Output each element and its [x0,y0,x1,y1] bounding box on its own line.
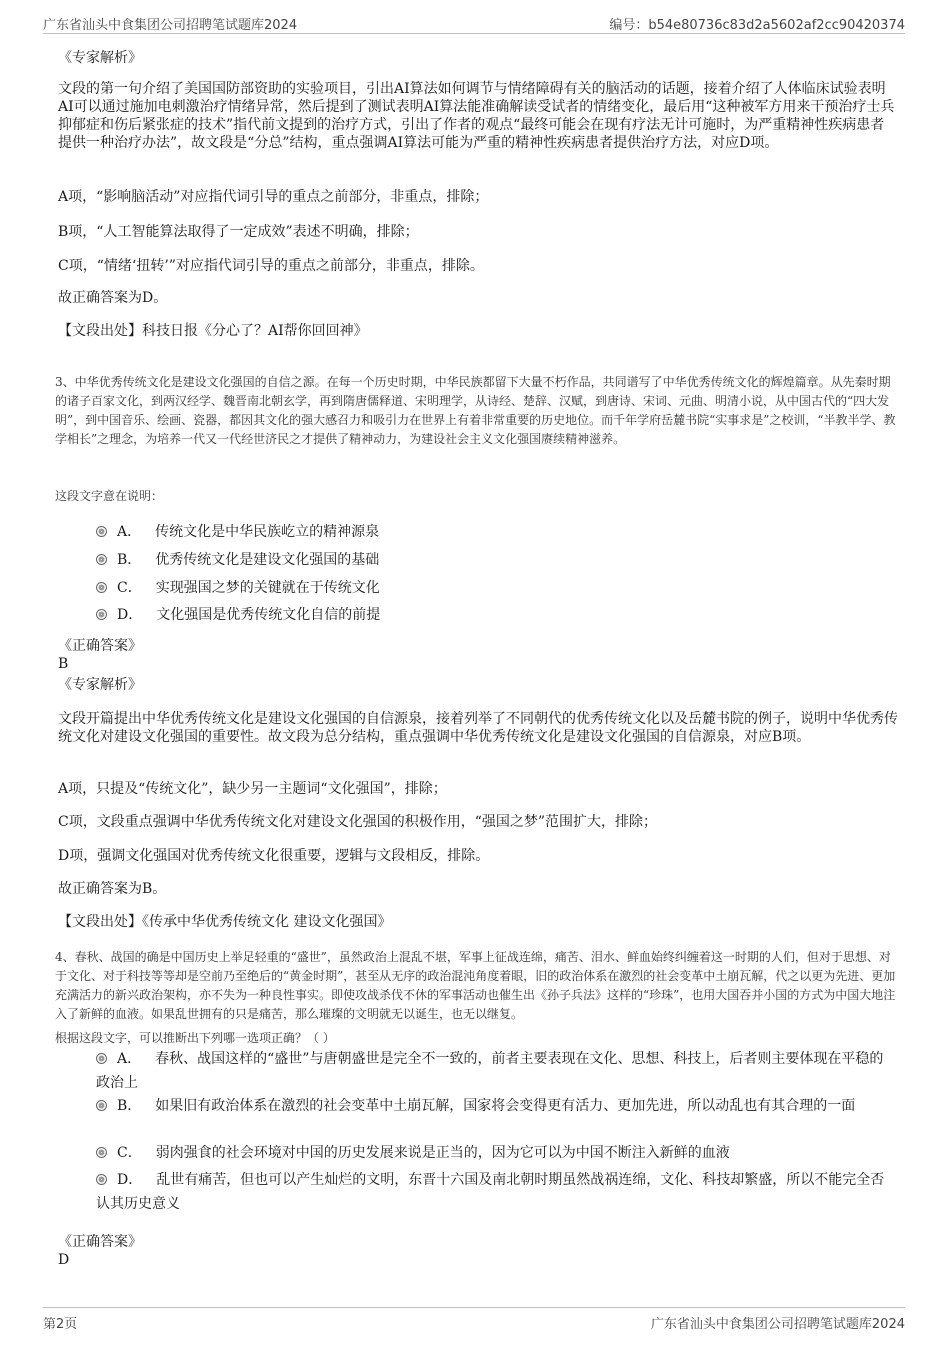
q2-option-b-analysis: B项，“人工智能算法取得了一定成效”表述不明确，排除； [58,224,419,240]
q3-prompt: 这段文字意在说明： [55,489,164,503]
radio-icon[interactable] [96,1147,107,1158]
q4-stem: 4、春秋、战国的确是中国历史上举足轻重的“盛世”，虽然政治上混乱不堪，军事上征战连绵，痛苦、泪水、鲜血始终纠缠着这一时期的人们，但对于思想、对于文化、对于科技等等却是空前乃至绝后的“黄金时期”，甚至从无序的政治混沌角度着眼，旧的政治体系在激烈的社会变革中土崩瓦解，代之以更为先进、更加充满活力的新兴政治架构，亦不失为一种良性事实。即使攻战杀伐不休的军事活动也催生出《孙子兵法》这样的“珍珠”，也用大国吞并小国的方式为中国大地注入了新鲜的血液。如果乱世拥有的只是痛苦，那么璀璨的文明就无以诞生，也无以继复。 [55,950,896,1021]
q3-source: 【文段出处】《传承中华优秀传统文化 建设文化强国》 [58,914,392,930]
q3-analysis-title: 《专家解析》 [58,677,142,693]
q2-conclusion: 故正确答案为D。 [58,290,168,306]
q3-option-a[interactable]: A． 传统文化是中华民族屹立的精神源泉 [96,523,379,541]
q3-conclusion: 故正确答案为B。 [58,881,167,897]
radio-icon[interactable] [96,1100,107,1111]
document-id: 编号：b54e80736c83d2a5602af2cc90420374 [609,18,905,33]
page-number: 第2页 [43,1317,78,1332]
q2-option-a-analysis: A项，“影响脑活动”对应指代词引导的重点之前部分，非重点，排除； [58,189,489,205]
q4-prompt: 根据这段文字，可以推断出下列哪一选项正确？（ ） [55,1031,335,1045]
q4-option-a[interactable]: A． 春秋、战国这样的“盛世”与唐朝盛世是完全不一致的，前者主要表现在文化、思想、科技上，后者则主要体现在平稳的政治上 [96,1051,884,1091]
q4-answer-title: 《正确答案》 [58,1234,142,1250]
q2-option-c-analysis: C项，“情绪‘扭转’”对应指代词引导的重点之前部分，非重点，排除。 [58,258,484,274]
header-divider [43,33,905,34]
footer-title: 广东省汕头中食集团公司招聘笔试题库2024 [650,1317,905,1332]
q3-option-b[interactable]: B． 优秀传统文化是建设文化强国的基础 [96,551,379,569]
q3-option-c[interactable]: C． 实现强国之梦的关键就在于传统文化 [96,579,380,597]
q3-option-c-analysis: C项，文段重点强调中华优秀传统文化对建设文化强国的积极作用，“强国之梦”范围扩大，排除； [58,814,658,830]
q4-option-c[interactable]: C． 弱肉强食的社会环境对中国的历史发展来说是正当的，因为它可以为中国不断注入新鲜的血液 [96,1141,886,1165]
q4-option-b[interactable]: B． 如果旧有政治体系在激烈的社会变革中土崩瓦解，国家将会变得更有活力、更加先进，所以动乱也有其合理的一面 [96,1094,886,1118]
footer-divider [43,1307,905,1308]
radio-icon[interactable] [96,582,107,593]
q3-answer: B [58,656,69,672]
q4-option-d[interactable]: D． 乱世有痛苦，但也可以产生灿烂的文明，东晋十六国及南北朝时期虽然战祸连绵，文化、科技却繁盛，所以不能完全否认其历史意义 [96,1172,885,1212]
radio-icon[interactable] [96,1053,107,1064]
q2-analysis-text: 文段的第一句介绍了美国国防部资助的实验项目，引出AI算法如何调节与情绪障碍有关的脑活动的话题，接着介绍了人体临床试验表明AI可以通过施加电刺激治疗情绪异常，然后提到了测试表明AI算法能准确解读受试者的情绪变化，最后用“这种被军方用来干预治疗士兵抑郁症和伤后紧张症的技术”指代前文提到的治疗方式，引出了作者的观点“最终可能会在现有疗法无计可施时，为严重精神性疾病患者提供一种治疗办法”，故文段是“分总”结构，重点强调AI算法可能为严重的精神性疾病患者提供治疗方法，对应D项。 [58,81,895,151]
q3-option-d[interactable]: D． 文化强国是优秀传统文化自信的前提 [96,606,380,624]
q2-source: 【文段出处】科技日报《分心了？AI帮你回回神》 [58,323,368,339]
radio-icon[interactable] [96,554,107,565]
radio-icon[interactable] [96,526,107,537]
radio-icon[interactable] [96,1174,107,1185]
header-title: 广东省汕头中食集团公司招聘笔试题库2024 [43,18,298,33]
q3-stem: 3、中华优秀传统文化是建设文化强国的自信之源。在每一个历史时期，中华民族都留下大量不朽作品，共同谱写了中华优秀传统文化的辉煌篇章。从先秦时期的诸子百家文化，到两汉经学、魏晋南北朝玄学，再到隋唐儒释道、宋明理学，从诗经、楚辞、汉赋，到唐诗、宋词、元曲、明清小说，从中国古代的“四大发明”，到中国音乐、绘画、瓷器，都因其文化的强大感召力和吸引力在世界上有着非常重要的历史地位。而千年学府岳麓书院“实事求是”之校训，“半教半学、教学相长”之理念，为培养一代又一代经世济民之才提供了精神动力，为建设社会主义文化强国赓续精神滋养。 [55,375,896,446]
q4-answer: D [58,1252,70,1268]
q3-option-d-analysis: D项，强调文化强国对优秀传统文化很重要，逻辑与文段相反，排除。 [58,848,490,864]
q3-answer-title: 《正确答案》 [58,638,142,654]
q3-option-a-analysis: A项，只提及“传统文化”，缺少另一主题词“文化强国”，排除； [58,781,447,797]
q3-analysis-text: 文段开篇提出中华优秀传统文化是建设文化强国的自信源泉，接着列举了不同朝代的优秀传统文化以及岳麓书院的例子，说明中华优秀传统文化对建设文化强国的重要性。故文段为总分结构，重点强调中华优秀传统文化是建设文化强国的自信源泉，对应B项。 [58,711,898,745]
q2-analysis-title: 《专家解析》 [58,50,142,66]
radio-icon[interactable] [96,609,107,620]
